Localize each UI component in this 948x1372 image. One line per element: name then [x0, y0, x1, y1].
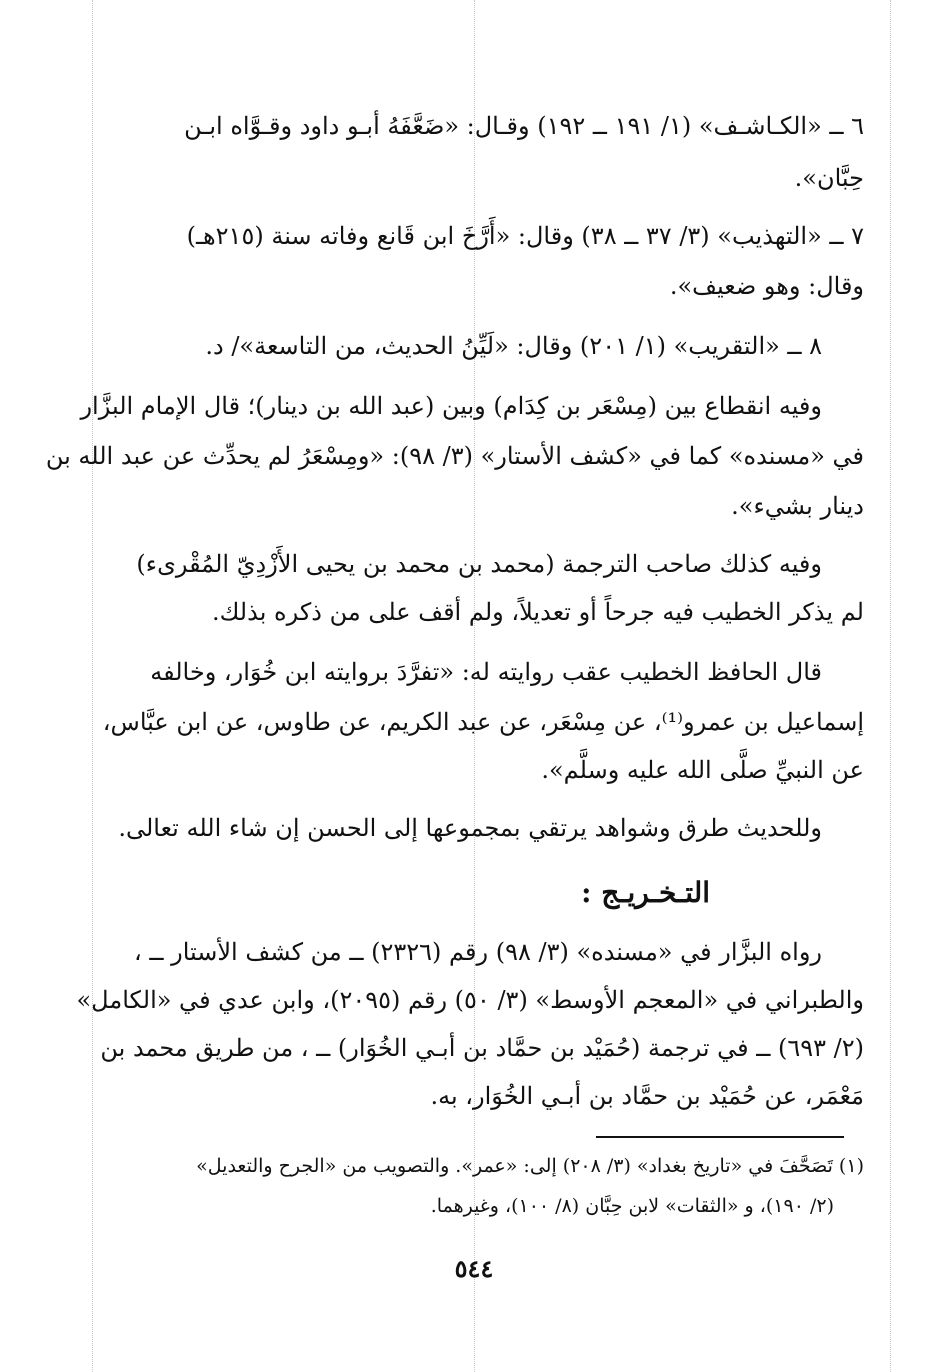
paragraph-line: عن النبيِّ صلَّى الله عليه وسلَّم».	[541, 756, 864, 784]
text-line: حِبَّان».	[794, 164, 864, 192]
takhrij-line: والطبراني في «المعجم الأوسط» (٣/ ٥٠) رقم (٢٠٩٥)، وابن عدي في «الكامل»	[76, 986, 864, 1014]
section-heading: التـخـريـج :	[581, 876, 710, 909]
paragraph-line: لم يذكر الخطيب فيه جرحاً أو تعديلاً، ولم أقف على من ذكره بذلك.	[211, 598, 864, 626]
page-number: ٥٤٤	[454, 1254, 494, 1283]
footnote-line: (٢/ ١٩٠)، و «الثقات» لابن حِبَّان (٨/ ١٠٠)، وغيرهما.	[430, 1195, 834, 1217]
takhrij-line: مَعْمَر، عن حُمَيْد بن حمَّاد بن أبـي الخُوَار، به.	[430, 1082, 864, 1110]
takhrij-line: رواه البزَّار في «مسنده» (٣/ ٩٨) رقم (٢٣٢٦) ــ من كشف الأستار ــ ،	[134, 938, 822, 966]
paragraph-line: وفيه كذلك صاحب الترجمة (محمد بن محمد بن يحيى الأَزْدِيّ المُقْرىء)	[136, 550, 822, 578]
paragraph-line: وفيه انقطاع بين (مِسْعَر بن كِدَام) وبين (عبد الله بن دينار)؛ قال الإمام البزَّار	[80, 392, 822, 420]
paragraph-line: قال الحافظ الخطيب عقب روايته له: «تفرَّدَ بروايته ابن خُوَار، وخالفه	[150, 658, 822, 686]
footnote-line: (١) تَصَحَّفَ في «تاريخ بغداد» (٣/ ٢٠٨) إلى: «عمر». والتصويب من «الجرح والتعديل»	[196, 1155, 864, 1177]
paragraph-line: دينار بشيء».	[731, 492, 864, 520]
takhrij-line: (٢/ ٦٩٣) ــ في ترجمة (حُمَيْد بن حمَّاد بن أبـي الخُوَار) ــ ، من طريق محمد بن	[100, 1034, 864, 1062]
paragraph-line: وللحديث طرق وشواهد يرتقي بمجموعها إلى الحسن إن شاء الله تعالى.	[118, 814, 822, 842]
paragraph-line: إسماعيل بن عمرو⁽¹⁾، عن مِسْعَر، عن عبد الكريم، عن طاوس، عن ابن عبَّاس،	[102, 708, 864, 736]
text-line: ٧ ــ «التهذيب» (٣/ ٣٧ ــ ٣٨) وقال: «أَرَّخَ ابن قَانع وفاته سنة (٢١٥هـ)	[186, 222, 864, 250]
scan-guide-line	[92, 0, 93, 1372]
scan-guide-line	[890, 0, 891, 1372]
paragraph-line: في «مسنده» كما في «كشف الأستار» (٣/ ٩٨): «ومِسْعَرُ لم يحدِّث عن عبد الله بن	[45, 442, 864, 470]
footnote-divider	[596, 1136, 844, 1138]
text-line: وقال: وهو ضعيف».	[669, 272, 864, 300]
text-line: ٨ ــ «التقريب» (١/ ٢٠١) وقال: «لَيِّنُ الحديث، من التاسعة»/ د.	[205, 332, 822, 360]
text-line: ٦ ــ «الكـاشـف» (١/ ١٩١ ــ ١٩٢) وقـال: «ضَعَّفَهُ أبـو داود وقـوَّاه ابـن	[184, 112, 864, 140]
